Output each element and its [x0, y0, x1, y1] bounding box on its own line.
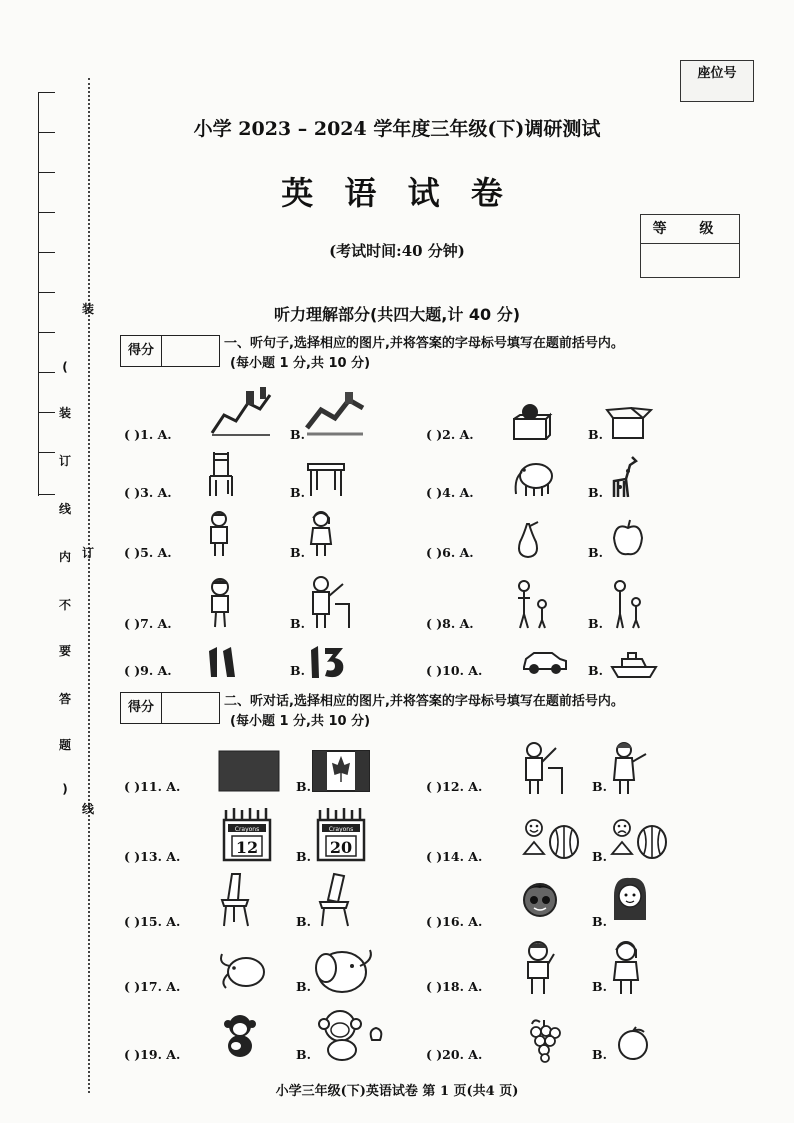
- exam-time-note: (考试时间:40 分钟): [329, 242, 465, 260]
- teacher-icon: [520, 740, 564, 796]
- grapes-icon: [526, 1018, 562, 1062]
- number-thirteen-icon: [309, 644, 347, 680]
- score-label: 得分: [121, 336, 162, 366]
- question-7: ( )7. A.: [124, 616, 172, 631]
- ship-icon: [610, 649, 658, 679]
- margin-char: 订: [58, 454, 71, 468]
- crayon-count: 20: [329, 838, 353, 857]
- part-title: 听力理解部分(共四大题,计 40 分): [273, 305, 521, 324]
- score-box: [120, 692, 220, 724]
- margin-char: 答: [58, 692, 71, 706]
- car-icon: [520, 647, 568, 677]
- option-b-label: B.: [592, 979, 607, 994]
- elephant-icon: [218, 948, 268, 992]
- question-11: ( )11. A.: [124, 779, 181, 794]
- page-footer: 小学三年级(下)英语试卷 第 1 页(共4 页): [275, 1084, 519, 1099]
- elephant-icon: [510, 458, 556, 498]
- score-box: [120, 335, 220, 367]
- open-box-icon: [607, 406, 651, 440]
- china-flag-icon: [218, 750, 280, 792]
- margin-char: 订: [81, 546, 94, 560]
- section-points: (每小题 1 分,共 10 分): [230, 714, 371, 729]
- option-b-label: B.: [296, 849, 311, 864]
- option-b-label: B.: [588, 427, 603, 442]
- family-icon: [512, 578, 554, 630]
- pear-icon: [512, 520, 546, 560]
- question-10: ( )10. A.: [426, 663, 483, 678]
- chair-icon: [316, 872, 354, 928]
- great-wall-icon: [305, 388, 365, 436]
- question-16: ( )16. A.: [426, 914, 483, 929]
- option-b-label: B.: [592, 849, 607, 864]
- option-b-label: B.: [588, 663, 603, 678]
- question-12: ( )12. A.: [426, 779, 483, 794]
- monkey-icon: [318, 1008, 390, 1062]
- question-4: ( )4. A.: [426, 485, 474, 500]
- question-2: ( )2. A.: [426, 427, 474, 442]
- giraffe-icon: [608, 455, 642, 499]
- crayon-count: 12: [235, 838, 259, 857]
- crayon-box-icon: [222, 806, 274, 862]
- margin-char: 不: [58, 598, 71, 612]
- margin-char: 要: [58, 644, 71, 658]
- teacher-icon: [608, 740, 650, 796]
- question-1: ( )1. A.: [124, 427, 172, 442]
- crayon-brand: Crayons: [328, 826, 354, 833]
- great-wall-icon: [210, 385, 272, 437]
- option-b-label: B.: [296, 779, 311, 794]
- page-title: 英 语 试 卷: [281, 174, 513, 212]
- margin-char: (: [62, 360, 68, 374]
- margin-char: 装: [81, 302, 94, 316]
- watermelon-icon: [522, 818, 580, 862]
- question-8: ( )8. A.: [426, 616, 474, 631]
- grade-label: 等 级: [641, 215, 739, 244]
- margin-char: ): [62, 782, 68, 796]
- question-20: ( )20. A.: [426, 1047, 483, 1062]
- question-14: ( )14. A.: [426, 849, 483, 864]
- option-b-label: B.: [592, 914, 607, 929]
- binding-ticks: [38, 92, 57, 496]
- margin-char: 线: [81, 802, 94, 816]
- option-b-label: B.: [290, 427, 305, 442]
- option-b-label: B.: [290, 485, 305, 500]
- canada-flag-icon: [312, 750, 370, 792]
- option-b-label: B.: [592, 1047, 607, 1062]
- question-6: ( )6. A.: [426, 545, 474, 560]
- question-13: ( )13. A.: [124, 849, 181, 864]
- option-b-label: B.: [592, 779, 607, 794]
- exam-subtitle: 小学 2023 – 2024 学年度三年级(下)调研测试: [193, 118, 601, 140]
- question-5: ( )5. A.: [124, 545, 172, 560]
- apple-icon: [610, 518, 646, 558]
- desk-icon: [306, 462, 346, 498]
- section-instruction: 二、听对话,选择相应的图片,并将答案的字母标号填写在题前括号内。: [224, 694, 624, 709]
- option-b-label: B.: [290, 616, 305, 631]
- crayon-brand: Crayons: [234, 826, 260, 833]
- option-b-label: B.: [290, 663, 305, 678]
- seat-number-box: 座位号: [680, 60, 754, 102]
- girl-icon: [612, 940, 642, 996]
- option-b-label: B.: [296, 979, 311, 994]
- chair-icon: [206, 450, 236, 498]
- margin-char: 内: [58, 550, 71, 564]
- margin-char: 题: [58, 738, 71, 752]
- crayon-box-icon: [316, 806, 368, 862]
- number-eleven-icon: [207, 645, 237, 679]
- boy-icon: [205, 510, 233, 558]
- watermelon-icon: [610, 818, 668, 862]
- monkey-icon: [220, 1012, 262, 1060]
- option-b-label: B.: [296, 914, 311, 929]
- option-b-label: B.: [588, 485, 603, 500]
- question-18: ( )18. A.: [426, 979, 483, 994]
- binding-dotted-line: [88, 78, 90, 1093]
- option-b-label: B.: [296, 1047, 311, 1062]
- margin-char: 线: [58, 502, 71, 516]
- question-9: ( )9. A.: [124, 663, 172, 678]
- girl-icon: [307, 510, 335, 558]
- boy-icon: [205, 577, 235, 629]
- chair-icon: [218, 872, 254, 928]
- question-3: ( )3. A.: [124, 485, 172, 500]
- boy-icon: [522, 940, 556, 996]
- girl-face-icon: [610, 876, 650, 924]
- question-17: ( )17. A.: [124, 979, 181, 994]
- section-points: (每小题 1 分,共 10 分): [230, 356, 371, 371]
- score-label: 得分: [121, 693, 162, 723]
- orange-icon: [614, 1026, 652, 1060]
- family-icon: [610, 578, 648, 630]
- elephant-icon: [312, 944, 378, 996]
- grade-box: [640, 214, 740, 278]
- option-b-label: B.: [588, 616, 603, 631]
- question-19: ( )19. A.: [124, 1047, 181, 1062]
- ball-on-box-icon: [510, 403, 552, 441]
- option-b-label: B.: [588, 545, 603, 560]
- option-b-label: B.: [290, 545, 305, 560]
- question-15: ( )15. A.: [124, 914, 181, 929]
- margin-char: 装: [58, 406, 71, 420]
- section-instruction: 一、听句子,选择相应的图片,并将答案的字母标号填写在题前括号内。: [224, 336, 624, 351]
- teacher-icon: [305, 574, 351, 630]
- boy-face-icon: [520, 878, 560, 922]
